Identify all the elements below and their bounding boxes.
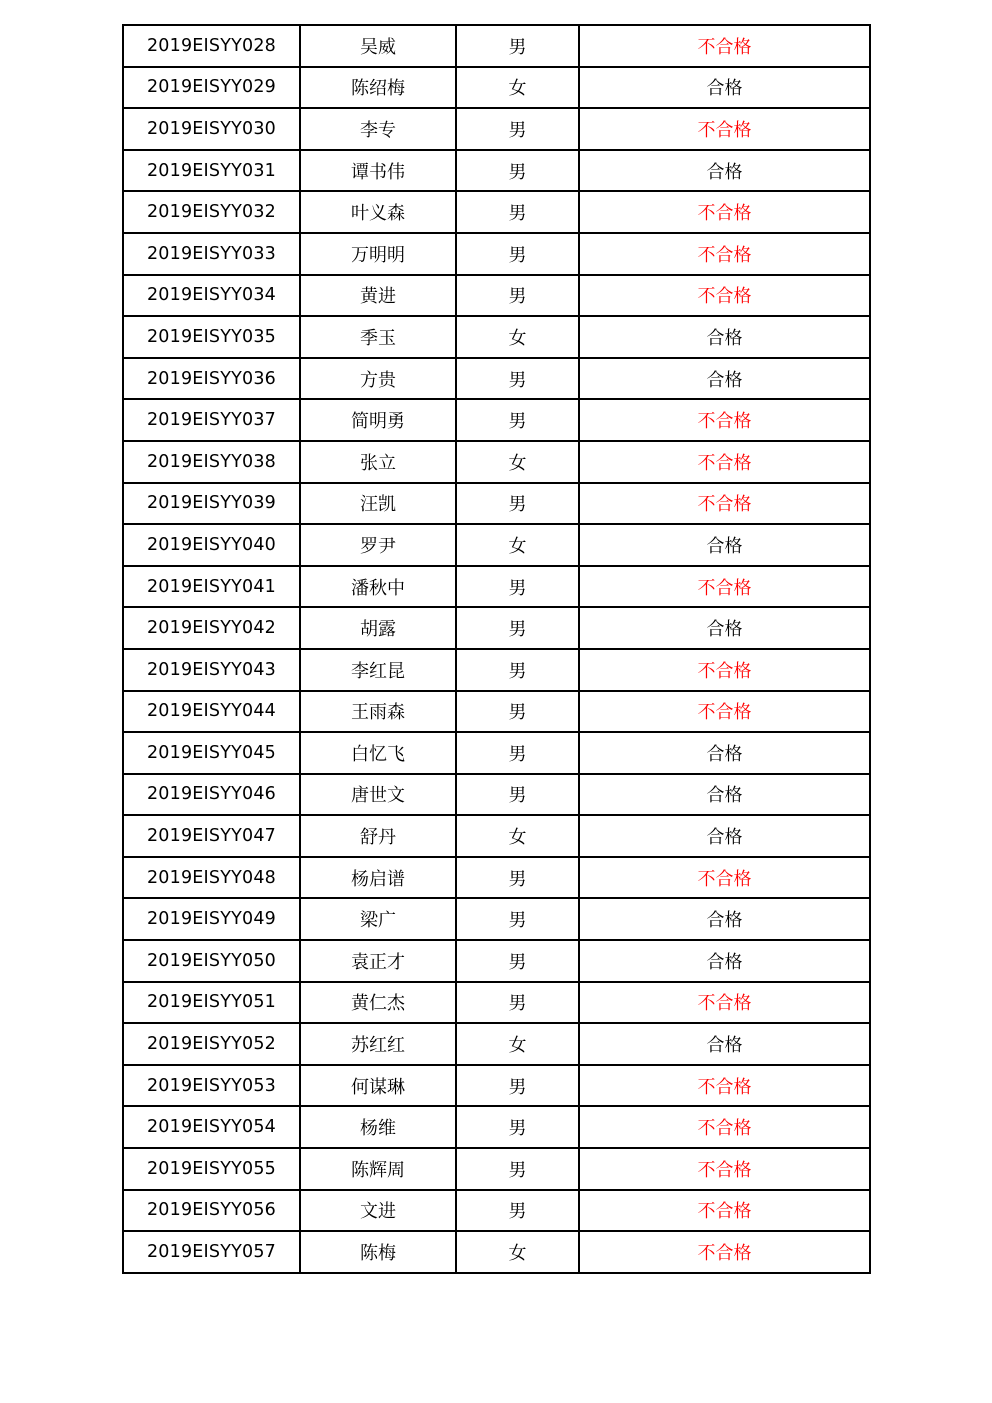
student-id-cell: 2019EISYY033 xyxy=(123,233,300,275)
student-id-cell: 2019EISYY042 xyxy=(123,607,300,649)
student-name-cell: 李专 xyxy=(300,108,456,150)
table-row xyxy=(123,774,870,816)
student-id-cell: 2019EISYY046 xyxy=(123,774,300,816)
student-name-cell: 杨启谱 xyxy=(300,857,456,899)
gender-cell: 男 xyxy=(456,1065,579,1107)
gender-cell: 男 xyxy=(456,275,579,317)
student-name-cell: 胡露 xyxy=(300,607,456,649)
student-id-cell: 2019EISYY057 xyxy=(123,1231,300,1273)
student-id-cell: 2019EISYY051 xyxy=(123,982,300,1024)
result-cell: 不合格 xyxy=(579,25,870,67)
result-cell: 不合格 xyxy=(579,1148,870,1190)
table-row xyxy=(123,857,870,899)
result-cell: 不合格 xyxy=(579,566,870,608)
table-row xyxy=(123,649,870,691)
gender-cell: 男 xyxy=(456,150,579,192)
student-name-cell: 文进 xyxy=(300,1190,456,1232)
table-row xyxy=(123,233,870,275)
student-name-cell: 袁正才 xyxy=(300,940,456,982)
result-cell: 合格 xyxy=(579,524,870,566)
table-row xyxy=(123,108,870,150)
table-row xyxy=(123,25,870,67)
student-id-cell: 2019EISYY056 xyxy=(123,1190,300,1232)
gender-cell: 男 xyxy=(456,1106,579,1148)
student-name-cell: 万明明 xyxy=(300,233,456,275)
gender-cell: 男 xyxy=(456,233,579,275)
result-cell: 合格 xyxy=(579,67,870,109)
student-name-cell: 黄仁杰 xyxy=(300,982,456,1024)
student-name-cell: 白忆飞 xyxy=(300,732,456,774)
result-cell: 不合格 xyxy=(579,441,870,483)
student-id-cell: 2019EISYY054 xyxy=(123,1106,300,1148)
student-id-cell: 2019EISYY039 xyxy=(123,483,300,525)
result-cell: 不合格 xyxy=(579,691,870,733)
student-name-cell: 潘秋中 xyxy=(300,566,456,608)
table-row xyxy=(123,691,870,733)
student-id-cell: 2019EISYY045 xyxy=(123,732,300,774)
table-row xyxy=(123,1148,870,1190)
student-name-cell: 张立 xyxy=(300,441,456,483)
result-cell: 合格 xyxy=(579,774,870,816)
student-name-cell: 汪凯 xyxy=(300,483,456,525)
table-row xyxy=(123,1106,870,1148)
student-id-cell: 2019EISYY029 xyxy=(123,67,300,109)
gender-cell: 男 xyxy=(456,691,579,733)
table-row xyxy=(123,940,870,982)
student-id-cell: 2019EISYY031 xyxy=(123,150,300,192)
result-cell: 合格 xyxy=(579,150,870,192)
table-row xyxy=(123,607,870,649)
table-row xyxy=(123,483,870,525)
student-id-cell: 2019EISYY052 xyxy=(123,1023,300,1065)
table-row xyxy=(123,399,870,441)
student-id-cell: 2019EISYY040 xyxy=(123,524,300,566)
result-cell: 不合格 xyxy=(579,108,870,150)
table-row xyxy=(123,524,870,566)
student-name-cell: 李红昆 xyxy=(300,649,456,691)
student-name-cell: 唐世文 xyxy=(300,774,456,816)
gender-cell: 男 xyxy=(456,732,579,774)
table-row xyxy=(123,566,870,608)
gender-cell: 男 xyxy=(456,483,579,525)
student-id-cell: 2019EISYY035 xyxy=(123,316,300,358)
gender-cell: 男 xyxy=(456,25,579,67)
table-row xyxy=(123,982,870,1024)
student-name-cell: 方贵 xyxy=(300,358,456,400)
result-cell: 合格 xyxy=(579,898,870,940)
result-cell: 不合格 xyxy=(579,1231,870,1273)
student-id-cell: 2019EISYY038 xyxy=(123,441,300,483)
gender-cell: 男 xyxy=(456,358,579,400)
gender-cell: 女 xyxy=(456,815,579,857)
table-row xyxy=(123,150,870,192)
student-id-cell: 2019EISYY037 xyxy=(123,399,300,441)
student-name-cell: 吴威 xyxy=(300,25,456,67)
result-cell: 不合格 xyxy=(579,1190,870,1232)
gender-cell: 男 xyxy=(456,1148,579,1190)
gender-cell: 男 xyxy=(456,399,579,441)
gender-cell: 男 xyxy=(456,649,579,691)
student-id-cell: 2019EISYY032 xyxy=(123,191,300,233)
gender-cell: 男 xyxy=(456,191,579,233)
table-row xyxy=(123,1065,870,1107)
table-row xyxy=(123,1023,870,1065)
student-id-cell: 2019EISYY036 xyxy=(123,358,300,400)
table-row xyxy=(123,898,870,940)
table-row xyxy=(123,316,870,358)
result-cell: 合格 xyxy=(579,940,870,982)
gender-cell: 男 xyxy=(456,607,579,649)
student-id-cell: 2019EISYY028 xyxy=(123,25,300,67)
student-name-cell: 黄进 xyxy=(300,275,456,317)
result-cell: 不合格 xyxy=(579,857,870,899)
student-name-cell: 舒丹 xyxy=(300,815,456,857)
gender-cell: 男 xyxy=(456,857,579,899)
student-id-cell: 2019EISYY049 xyxy=(123,898,300,940)
gender-cell: 女 xyxy=(456,441,579,483)
student-name-cell: 罗尹 xyxy=(300,524,456,566)
gender-cell: 男 xyxy=(456,898,579,940)
table-row xyxy=(123,191,870,233)
results-table-body xyxy=(123,25,870,1273)
results-table xyxy=(122,24,871,1274)
gender-cell: 男 xyxy=(456,1190,579,1232)
result-cell: 不合格 xyxy=(579,1106,870,1148)
gender-cell: 女 xyxy=(456,67,579,109)
gender-cell: 女 xyxy=(456,1023,579,1065)
student-id-cell: 2019EISYY053 xyxy=(123,1065,300,1107)
student-name-cell: 杨维 xyxy=(300,1106,456,1148)
result-cell: 合格 xyxy=(579,316,870,358)
student-name-cell: 季玉 xyxy=(300,316,456,358)
result-cell: 不合格 xyxy=(579,399,870,441)
student-id-cell: 2019EISYY047 xyxy=(123,815,300,857)
table-row xyxy=(123,1190,870,1232)
result-cell: 合格 xyxy=(579,732,870,774)
student-name-cell: 叶义森 xyxy=(300,191,456,233)
result-cell: 不合格 xyxy=(579,649,870,691)
result-cell: 合格 xyxy=(579,1023,870,1065)
result-cell: 不合格 xyxy=(579,233,870,275)
result-cell: 不合格 xyxy=(579,1065,870,1107)
table-row xyxy=(123,815,870,857)
result-cell: 合格 xyxy=(579,815,870,857)
gender-cell: 男 xyxy=(456,940,579,982)
gender-cell: 男 xyxy=(456,774,579,816)
gender-cell: 男 xyxy=(456,108,579,150)
student-name-cell: 苏红红 xyxy=(300,1023,456,1065)
student-name-cell: 何谋琳 xyxy=(300,1065,456,1107)
student-id-cell: 2019EISYY044 xyxy=(123,691,300,733)
gender-cell: 女 xyxy=(456,1231,579,1273)
result-cell: 不合格 xyxy=(579,982,870,1024)
table-row xyxy=(123,732,870,774)
student-name-cell: 陈绍梅 xyxy=(300,67,456,109)
student-name-cell: 梁广 xyxy=(300,898,456,940)
gender-cell: 男 xyxy=(456,566,579,608)
student-name-cell: 陈辉周 xyxy=(300,1148,456,1190)
table-row xyxy=(123,1231,870,1273)
student-id-cell: 2019EISYY030 xyxy=(123,108,300,150)
student-name-cell: 简明勇 xyxy=(300,399,456,441)
student-id-cell: 2019EISYY034 xyxy=(123,275,300,317)
student-id-cell: 2019EISYY055 xyxy=(123,1148,300,1190)
result-cell: 不合格 xyxy=(579,191,870,233)
gender-cell: 女 xyxy=(456,524,579,566)
student-name-cell: 谭书伟 xyxy=(300,150,456,192)
gender-cell: 男 xyxy=(456,982,579,1024)
result-cell: 不合格 xyxy=(579,483,870,525)
student-id-cell: 2019EISYY050 xyxy=(123,940,300,982)
student-name-cell: 王雨森 xyxy=(300,691,456,733)
table-row xyxy=(123,275,870,317)
table-row xyxy=(123,441,870,483)
result-cell: 合格 xyxy=(579,607,870,649)
gender-cell: 女 xyxy=(456,316,579,358)
table-row xyxy=(123,358,870,400)
student-id-cell: 2019EISYY048 xyxy=(123,857,300,899)
result-cell: 不合格 xyxy=(579,275,870,317)
table-row xyxy=(123,67,870,109)
student-id-cell: 2019EISYY041 xyxy=(123,566,300,608)
result-cell: 合格 xyxy=(579,358,870,400)
student-name-cell: 陈梅 xyxy=(300,1231,456,1273)
student-id-cell: 2019EISYY043 xyxy=(123,649,300,691)
